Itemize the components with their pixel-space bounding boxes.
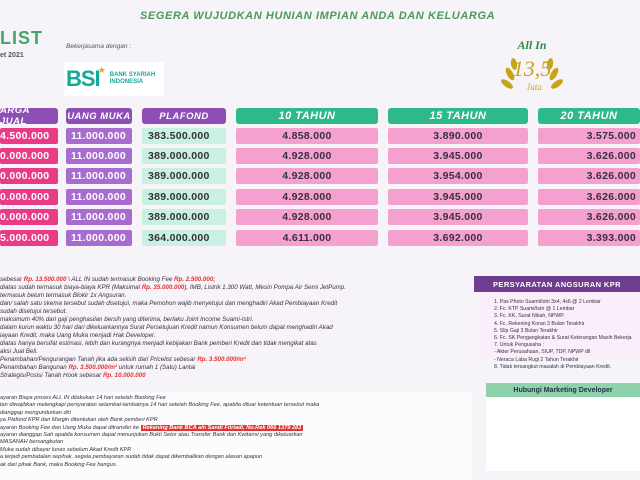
header-harga-jual: ARGA JUAL bbox=[0, 108, 58, 124]
list-item: ak dari pihak Bank, maka Booking Fee hangus. bbox=[0, 461, 118, 468]
list-item: 2. Fc. KTP Suami/Istri @ 1 Lembar bbox=[494, 306, 575, 313]
cell-20-tahun: 3.575.000 bbox=[538, 128, 640, 144]
cell-15-tahun: 3.945.000 bbox=[388, 209, 528, 225]
bsi-logo-text bbox=[110, 72, 155, 86]
cell-plafond: 389.000.000 bbox=[142, 189, 226, 205]
cell-plafond: 389.000.000 bbox=[142, 209, 226, 225]
bsi-logo-mark: BSI bbox=[66, 66, 100, 91]
header-20-tahun: 20 TAHUN bbox=[538, 108, 640, 124]
cell-20-tahun: 3.393.000 bbox=[538, 230, 640, 246]
cell-10-tahun: 4.858.000 bbox=[236, 128, 378, 144]
cell-10-tahun: 4.928.000 bbox=[236, 148, 378, 164]
cell-20-tahun: 3.626.000 bbox=[538, 148, 640, 164]
note-line: dalam kurun waktu 30 hari dari dikeluarkannya Surat Persetujuan Kredit namun Konsumen belum dapat menghadiri Akad bbox=[0, 324, 333, 331]
cell-15-tahun: 3.945.000 bbox=[388, 148, 528, 164]
banner-title: SEGERA WUJUDKAN HUNIAN IMPIAN ANDA DAN KELUARGA bbox=[140, 10, 496, 22]
note-line: diatas sudah termasuk biaya-biaya KPR (Maksimal Rp. 35.000.000), IMB, Listrik 1.300 Watt, Mesin Pompa Air Semi JetPump. bbox=[0, 284, 346, 291]
cell-15-tahun: 3.692.000 bbox=[388, 230, 528, 246]
cell-uang-muka: 11.000.000 bbox=[66, 209, 132, 225]
cell-uang-muka: 11.000.000 bbox=[66, 128, 132, 144]
note-line: sebesar Rp. 13.500.000 \ ALL IN sudah termasuk Booking Fee Rp. 2.500.000; bbox=[0, 276, 216, 283]
cell-20-tahun: 3.626.000 bbox=[538, 209, 640, 225]
list-item: ayaran Booking Fee dan Uang Muka dapat ditransfer ke Rekening Bank BCA a/n Sandi Fitriadi, No.Rek 066 1379 283 bbox=[0, 424, 302, 431]
list-item: MASANAH bersangkutan bbox=[0, 439, 64, 446]
list-item: tan diwajibkan melengkapi persyaratan selambat-lambatnya 14 hari setelah Booking Fee, apabila diluar ketentuan tersebut maka bbox=[0, 402, 320, 409]
contact-title: Hubungi Marketing Developer bbox=[486, 383, 640, 397]
cell-20-tahun: 3.626.000 bbox=[538, 168, 640, 184]
cell-uang-muka: 11.000.000 bbox=[66, 148, 132, 164]
cell-plafond: 389.000.000 bbox=[142, 148, 226, 164]
cell-uang-muka: 11.000.000 bbox=[66, 230, 132, 246]
partner-label: Bekerjasama dengan : bbox=[66, 43, 132, 50]
bsi-star-icon: ★ bbox=[97, 64, 106, 75]
list-item: 6. Fc. SK Pengangkatan & Surat Keterangan Masih Bekerja bbox=[494, 335, 632, 342]
header-uang-muka: UANG MUKA bbox=[66, 108, 132, 124]
cell-10-tahun: 4.928.000 bbox=[236, 209, 378, 225]
cell-20-tahun: 3.626.000 bbox=[538, 189, 640, 205]
note-line: Penambahan/Pengurangan Tanah jika ada selisih dari Pricelist sebesar Rp. 3.500.000/m² bbox=[0, 356, 246, 363]
cell-15-tahun: 3.945.000 bbox=[388, 189, 528, 205]
badge-line3: Juta bbox=[526, 82, 542, 92]
pricelist-title: LIST bbox=[0, 28, 43, 48]
cell-uang-muka: 11.000.000 bbox=[66, 168, 132, 184]
note-line: Penambahan Bangunan Rp. 3.500.000/m² untuk rumah 1 (Satu) Lantai bbox=[0, 364, 196, 371]
cell-uang-muka: 11.000.000 bbox=[66, 189, 132, 205]
cell-plafond: 389.000.000 bbox=[142, 168, 226, 184]
note-line: termasuk belum termasuk Blokir 1x Angsuran. bbox=[0, 292, 127, 299]
cell-15-tahun: 3.890.000 bbox=[388, 128, 528, 144]
note-line: diatas hanya bersifat estimasi, lebih dan kurangnya menjadi kebijakan Bank pemberi Kredit dan tidak mengikat atas bbox=[0, 340, 317, 347]
cell-harga-jual: 0.000.000 bbox=[0, 148, 58, 164]
list-item: 8. Tidak tersangkut masalah di Pembiayaan Kredit. bbox=[494, 363, 612, 370]
note-line: sudah disetujui tersebut. bbox=[0, 308, 68, 315]
list-item: Muka sudah dibayar lunas sebelum Akad Kredit KPR bbox=[0, 446, 132, 453]
bank-account: Rekening Bank BCA a/n Sandi Fitriadi, No.Rek 066 1379 283 bbox=[142, 424, 302, 431]
bsi-logo bbox=[64, 62, 164, 96]
all-in-badge bbox=[496, 36, 568, 104]
list-item: dianggap mengundurkan diri bbox=[0, 409, 71, 416]
pricelist-date: et 2021 bbox=[0, 52, 24, 59]
header-15-tahun: 15 TAHUN bbox=[388, 108, 528, 124]
cell-harga-jual: 0.000.000 bbox=[0, 209, 58, 225]
note-line: dan/ salah satu skema tersebut sudah disetujui, maka Pemohon wajib menyetujui dan menghadiri Akad Pembiayaan Kredit bbox=[0, 300, 338, 307]
badge-line2: 13,5 bbox=[512, 56, 552, 81]
list-item: 5. Slip Gaji 3 Bulan Terakhir bbox=[494, 327, 558, 334]
cell-harga-jual: 0.000.000 bbox=[0, 189, 58, 205]
badge-line1: All In bbox=[517, 38, 547, 52]
note-line: aksi Jual Beli. bbox=[0, 348, 38, 355]
cell-15-tahun: 3.954.000 bbox=[388, 168, 528, 184]
note-line: maksimum 40% dari gaji penghasilan bersih yang diterima, berlaku Joint Income Suami-Istri. bbox=[0, 316, 254, 323]
requirements-title: PERSYARATAN ANGSURAN KPR bbox=[474, 276, 640, 292]
cell-10-tahun: 4.928.000 bbox=[236, 168, 378, 184]
list-item: ya Plafond KPR dan Margin ditentukan oleh Bank pemberi KPR bbox=[0, 417, 158, 424]
list-item: - Neraca Laba Rugi 2 Tahun Terakhir bbox=[494, 356, 579, 363]
cell-harga-jual: 5.000.000 bbox=[0, 230, 58, 246]
terms-notes bbox=[0, 276, 464, 380]
bsi-name-line2: INDONESIA bbox=[109, 79, 144, 85]
header-plafond: PLAFOND bbox=[142, 108, 226, 124]
list-item: - Akter Perusahaan, SIUP, TDP, NPWP dll bbox=[494, 349, 591, 356]
note-line: iayaan Kredit, maka Uang Muka menjadi Hak Developer. bbox=[0, 332, 156, 339]
cell-harga-jual: 4.500.000 bbox=[0, 128, 58, 144]
bsi-name-line1: BANK SYARIAH bbox=[109, 72, 156, 78]
cell-plafond: 383.500.000 bbox=[142, 128, 226, 144]
list-item: 4. Fc. Rekening Koran 3 Bulan Terakhir bbox=[494, 320, 585, 327]
cell-10-tahun: 4.611.000 bbox=[236, 230, 378, 246]
note-line: Strategis/Posisi Tanah Hook sebesar Rp. 10.000.000 bbox=[0, 372, 146, 379]
list-item: a terjadi pembatalan sepihak, segala pembayaran sudah tidak dapat dikembalikan dengan alasan apapun bbox=[0, 454, 263, 461]
list-item: ayaran Biaya proses ALL IN dilakukan 14 hari setelah Booking Fee bbox=[0, 395, 166, 401]
list-item: 7. Untuk Pengusaha : bbox=[494, 342, 544, 349]
header-10-tahun: 10 TAHUN bbox=[236, 108, 378, 124]
list-item: 1. Pas Photo Suami/Istri 3x4, 4x6 @ 2 Lembar bbox=[494, 299, 601, 305]
cell-plafond: 364.000.000 bbox=[142, 230, 226, 246]
cell-harga-jual: 0.000.000 bbox=[0, 168, 58, 184]
cell-10-tahun: 4.928.000 bbox=[236, 189, 378, 205]
list-item: 3. Fc. KK, Surat Nikah, NPWP. bbox=[494, 313, 565, 320]
list-item: ayaran dianggap Sah apabila konsumen dapat menunjukan Bukti Setor atau Transfer Bank dan Kwitansi yang dikeluarkan bbox=[0, 432, 303, 439]
requirements-list bbox=[494, 299, 640, 371]
payment-terms bbox=[0, 395, 470, 469]
